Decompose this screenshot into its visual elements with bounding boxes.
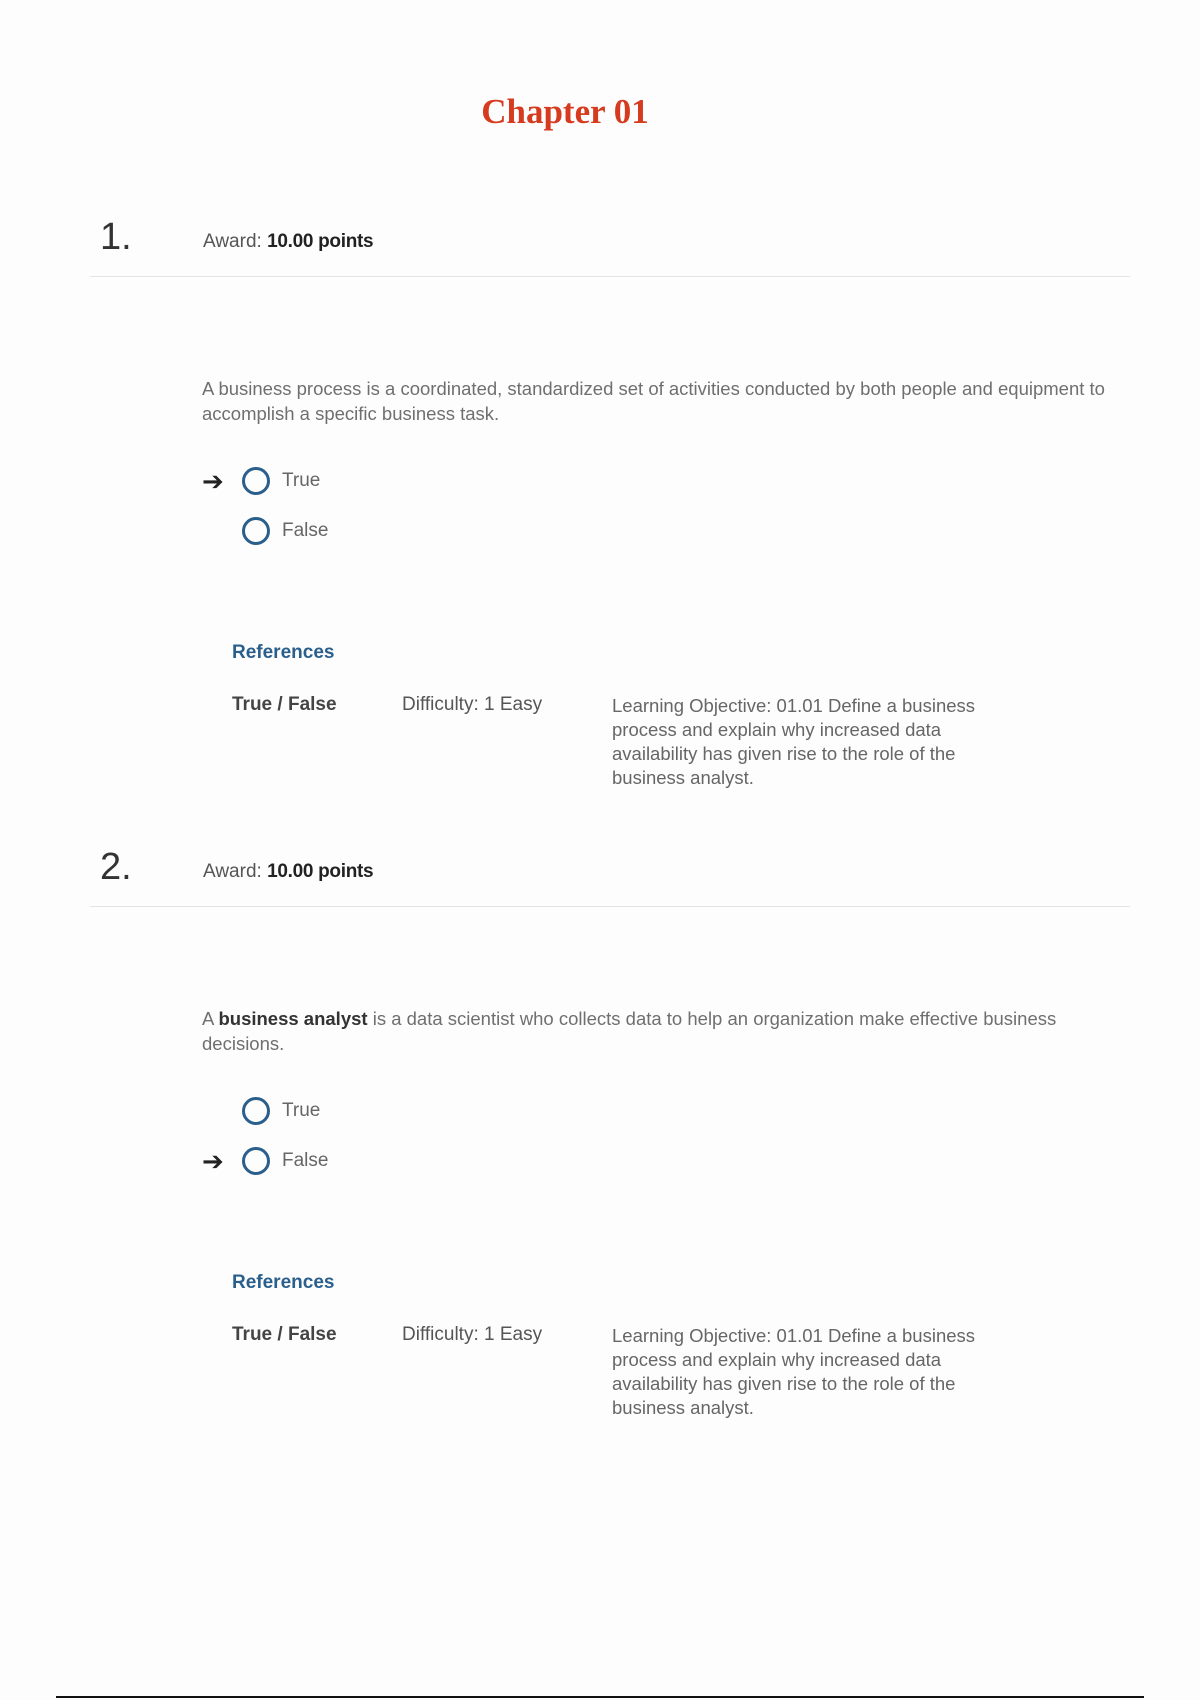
question-text-part: is a data scientist who collects data to help an organization make effective business decisions. [202,1008,1057,1054]
selected-arrow-icon: ➔ [202,466,224,496]
question-number: 2. [100,846,132,888]
ref-difficulty: Difficulty: 1 Easy [402,1324,543,1345]
question-text-part: A business process is a coordinated, standardized set of activities conducted by both people and equipment to accomplish a specific business task. [202,378,1105,424]
selected-arrow-icon: ➔ [202,1146,224,1176]
ref-type: True / False [232,694,337,715]
ref-type: True / False [232,1324,337,1345]
option-label: False [282,1150,329,1171]
question-1 [90,212,1130,788]
option-label: True [282,1100,321,1121]
radio-button[interactable] [242,1147,270,1175]
references-label: References [232,642,335,663]
award-value: 10.00 points [267,231,374,252]
radio-button[interactable] [242,467,270,495]
ref-objective: Learning Objective: 01.01 Define a business process and explain why increased data availability has given rise to the role of the business analyst. [612,1325,976,1418]
page-bottom-rule [56,1696,1144,1698]
ref-objective: Learning Objective: 01.01 Define a business process and explain why increased data availability has given rise to the role of the business analyst. [612,695,976,788]
question-2 [90,842,1130,1418]
radio-button[interactable] [242,1097,270,1125]
award-label: Award: [203,231,262,252]
award [203,861,373,883]
question-text [202,376,1122,426]
award [203,231,373,253]
chapter-title: Chapter 01 [481,92,649,131]
question-text [202,1006,1122,1056]
option-label: False [282,520,329,541]
ref-difficulty: Difficulty: 1 Easy [402,694,543,715]
question-number: 1. [100,216,132,258]
award-value: 10.00 points [267,861,374,882]
question-header [90,212,1130,277]
award-label: Award: [203,861,262,882]
question-header [90,842,1130,907]
radio-button[interactable] [242,517,270,545]
question-text-part: A [202,1008,219,1029]
question-keyword: business analyst [218,1008,368,1029]
option-label: True [282,470,321,491]
references-label: References [232,1272,335,1293]
